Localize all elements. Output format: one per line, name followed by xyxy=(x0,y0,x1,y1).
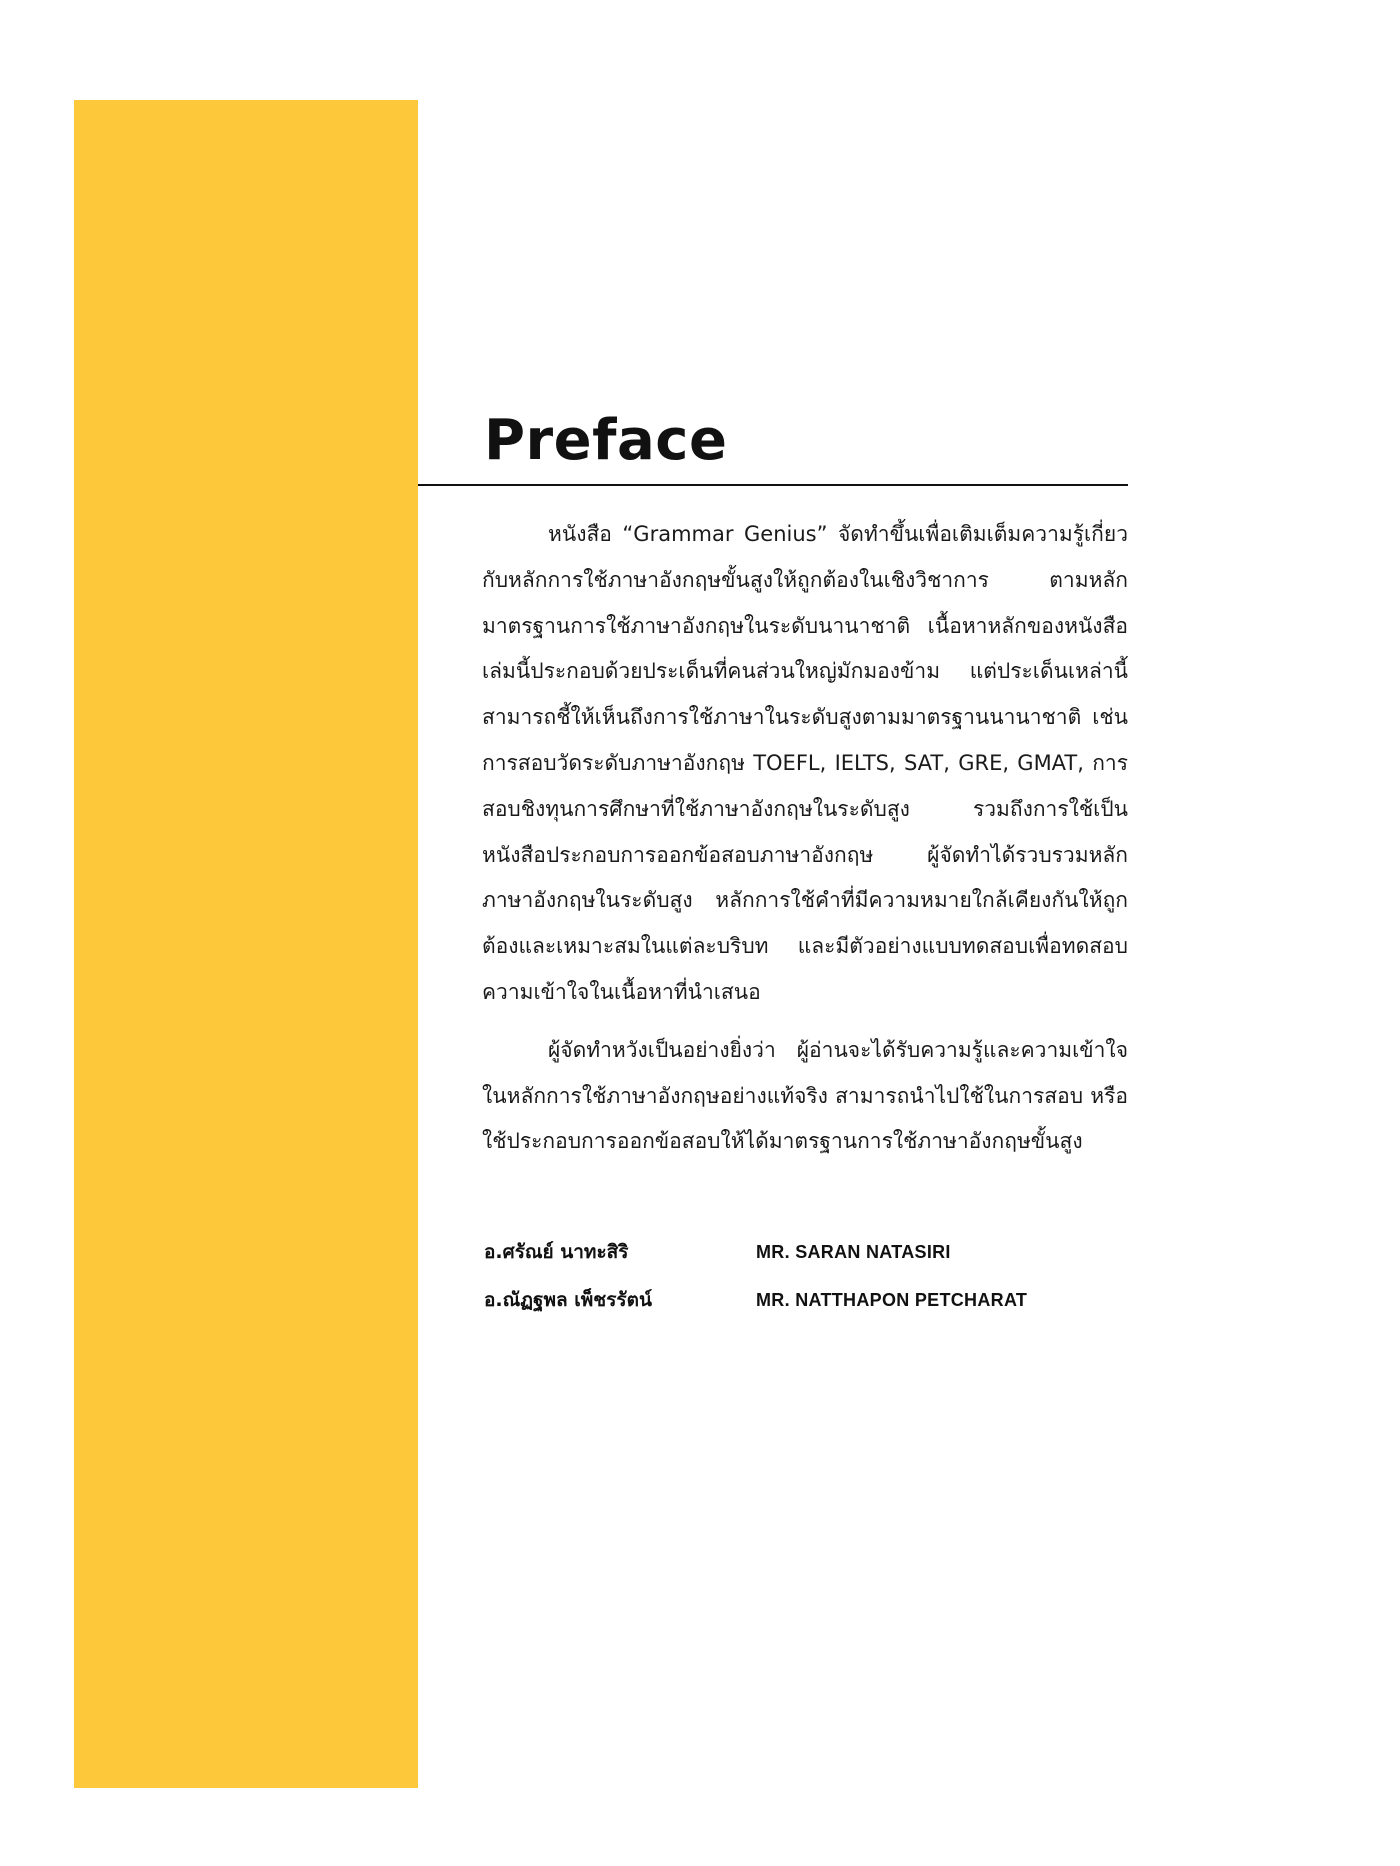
author-english-name: MR. NATTHAPON PETCHARAT xyxy=(756,1289,1028,1310)
preface-paragraph-1: หนังสือ “Grammar Genius” จัดทำขึ้นเพื่อเติมเต็มความรู้เกี่ยวกับหลักการใช้ภาษาอังกฤษขั้นสูงให้ถูกต้องในเชิงวิชาการ ตามหลักมาตรฐานการใช้ภาษาอังกฤษในระดับนานาชาติ เนื้อหาหลักของหนังสือเล่มนี้ประกอบด้วยประเด็นที่คนส่วนใหญ่มักมองข้าม แต่ประเด็นเหล่านี้สามารถชี้ให้เห็นถึงการใช้ภาษาในระดับสูงตามมาตรฐานนานาชาติ เช่น การสอบวัดระดับภาษาอังกฤษ TOEFL, IELTS, SAT, GRE, GMAT, การสอบชิงทุนการศึกษาที่ใช้ภาษาอังกฤษในระดับสูง รวมถึงการใช้เป็นหนังสือประกอบการออกข้อสอบภาษาอังกฤษ ผู้จัดทำได้รวบรวมหลักภาษาอังกฤษในระดับสูง หลักการใช้คำที่มีความหมายใกล้เคียงกันให้ถูกต้องและเหมาะสมในแต่ละบริบท และมีตัวอย่างแบบทดสอบเพื่อทดสอบความเข้าใจในเนื้อหาที่นำเสนอ xyxy=(482,522,1128,1004)
author-signatures xyxy=(484,1228,1130,1324)
side-color-band xyxy=(74,100,418,1788)
author-english-name: MR. SARAN NATASIRI xyxy=(756,1241,951,1262)
author-thai-name: อ.ณัฏฐพล เพ็ชรรัตน์ xyxy=(484,1289,652,1311)
page-title: Preface xyxy=(484,408,728,473)
author-row xyxy=(484,1276,1130,1324)
author-thai-name: อ.ศรัณย์ นาทะสิริ xyxy=(484,1241,629,1263)
preface-body xyxy=(482,512,1128,1165)
preface-paragraph-2: ผู้จัดทำหวังเป็นอย่างยิ่งว่า ผู้อ่านจะได้รับความรู้และความเข้าใจในหลักการใช้ภาษาอังกฤษอย่างแท้จริง สามารถนำไปใช้ในการสอบ หรือใช้ประกอบการออกข้อสอบให้ได้มาตรฐานการใช้ภาษาอังกฤษขั้นสูง xyxy=(482,1037,1128,1154)
author-row xyxy=(484,1228,1130,1276)
title-divider xyxy=(418,484,1128,486)
